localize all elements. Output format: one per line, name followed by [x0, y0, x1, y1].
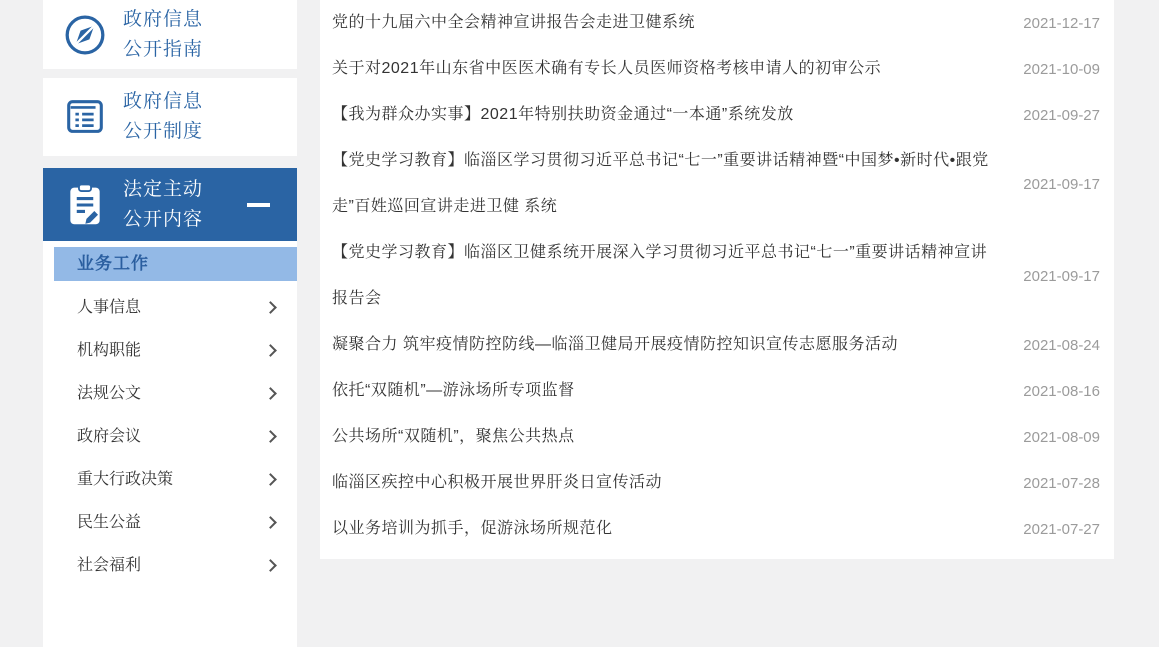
chevron-right-icon — [264, 301, 277, 314]
news-date: 2021-08-24 — [1023, 336, 1100, 354]
news-row[interactable] — [332, 230, 1100, 322]
news-row[interactable] — [332, 46, 1100, 92]
news-title-link[interactable]: 党的十九届六中全会精神宣讲报告会走进卫健系统 — [332, 14, 696, 31]
news-row[interactable] — [332, 506, 1100, 552]
news-row[interactable] — [332, 92, 1100, 138]
collapse-minus-icon[interactable] — [247, 203, 270, 207]
news-list — [320, 0, 1114, 552]
news-title-link[interactable]: 关于对2021年山东省中医医术确有专长人员医师资格考核申请人的初审公示 — [332, 60, 882, 77]
sidebar-item-gov-meetings[interactable]: 政府会议 — [43, 415, 297, 458]
sidebar-item-personnel-info[interactable]: 人事信息 — [43, 286, 297, 329]
sidebar-item-disclosure-guide[interactable] — [43, 0, 297, 69]
chevron-right-icon — [264, 387, 277, 400]
sidebar-item-public-welfare[interactable]: 民生公益 — [43, 501, 297, 544]
news-title-link[interactable]: 【党史学习教育】临淄区学习贯彻习近平总书记“七一”重要讲话精神暨“中国梦•新时代•跟党走”百姓巡回宣讲走进卫健 系统 — [332, 152, 989, 215]
news-date: 2021-10-09 — [1023, 60, 1100, 78]
sidebar-item-business-work-active[interactable]: 业务工作 — [54, 247, 297, 281]
news-title-link[interactable]: 【我为群众办实事】2021年特别扶助资金通过“一本通”系统发放 — [332, 106, 794, 123]
news-date: 2021-09-17 — [1023, 267, 1100, 285]
news-title-link[interactable]: 凝聚合力 筑牢疫情防控防线—临淄卫健局开展疫情防控知识宣传志愿服务活动 — [332, 336, 898, 353]
news-title-link[interactable]: 临淄区疾控中心积极开展世界肝炎日宣传活动 — [332, 474, 663, 491]
news-date: 2021-12-17 — [1023, 14, 1100, 32]
sidebar-item-label: 政府信息 公开制度 — [123, 91, 204, 142]
sidebar-submenu — [43, 241, 297, 647]
chevron-right-icon — [264, 559, 277, 572]
news-date: 2021-09-27 — [1023, 106, 1100, 124]
news-row[interactable] — [332, 138, 1100, 230]
chevron-right-icon — [264, 344, 277, 357]
sidebar-item-major-decisions[interactable]: 重大行政决策 — [43, 458, 297, 501]
news-row[interactable] — [332, 414, 1100, 460]
clipboard-pen-icon — [61, 181, 109, 229]
sidebar — [43, 0, 297, 647]
chevron-right-icon — [264, 430, 277, 443]
news-title-link[interactable]: 以业务培训为抓手，促游泳场所规范化 — [332, 520, 613, 537]
news-date: 2021-08-16 — [1023, 382, 1100, 400]
sidebar-item-disclosure-system[interactable] — [43, 78, 297, 156]
sidebar-item-regulations[interactable]: 法规公文 — [43, 372, 297, 415]
news-date: 2021-08-09 — [1023, 428, 1100, 446]
news-row[interactable] — [332, 368, 1100, 414]
news-title-link[interactable]: 依托“双随机”—游泳场所专项监督 — [332, 382, 575, 399]
compass-icon — [61, 11, 109, 59]
news-title-link[interactable]: 公共场所“双随机”，聚焦公共热点 — [332, 428, 575, 445]
news-row[interactable] — [332, 0, 1100, 46]
ledger-icon — [61, 93, 109, 141]
chevron-right-icon — [264, 516, 277, 529]
news-date: 2021-09-17 — [1023, 175, 1100, 193]
news-row[interactable] — [332, 322, 1100, 368]
news-row[interactable] — [332, 460, 1100, 506]
sidebar-item-label: 法定主动 公开内容 — [123, 178, 204, 230]
sidebar-item-org-functions[interactable]: 机构职能 — [43, 329, 297, 372]
news-title-link[interactable]: 【党史学习教育】临淄区卫健系统开展深入学习贯彻习近平总书记“七一”重要讲话精神宣讲报告会 — [332, 244, 988, 307]
news-date: 2021-07-27 — [1023, 520, 1100, 538]
chevron-right-icon — [264, 473, 277, 486]
news-date: 2021-07-28 — [1023, 474, 1100, 492]
sidebar-item-label: 政府信息 公开指南 — [123, 8, 204, 60]
sidebar-item-social-welfare[interactable]: 社会福利 — [43, 544, 297, 587]
sidebar-item-statutory-disclosure[interactable] — [43, 168, 297, 241]
news-panel — [320, 0, 1114, 559]
submenu-list — [43, 281, 297, 587]
